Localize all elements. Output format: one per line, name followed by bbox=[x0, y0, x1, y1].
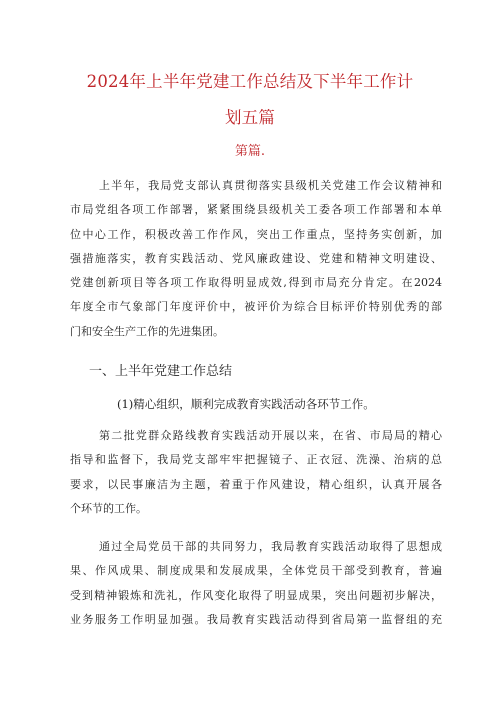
paragraph-line: 上半年，我局党支部认真贯彻落实县级机关党建工作会议精神和 bbox=[99, 179, 442, 192]
document-subtitle: 第篇. bbox=[234, 144, 266, 159]
paragraph-intro bbox=[70, 174, 442, 344]
paragraph-activity bbox=[70, 424, 442, 521]
paragraph-line: 党建创新项目等各项工作取得明显成效,得到市局充分肯定。在2024 bbox=[70, 276, 442, 290]
paragraph-line: 第二批党群众路线教育实践活动开展以来，在省、市局局的精心 bbox=[99, 429, 442, 442]
subsection-heading: (1)精心组织，顺利完成教育实践活动各环节工作。 bbox=[117, 397, 375, 411]
document-title-line2: 划五篇 bbox=[224, 108, 276, 127]
paragraph-line: 业务服务工作明显加强。我局教育实践活动得到省局第一监督组的充 bbox=[70, 612, 442, 626]
paragraph-line: 年度全市气象部门年度评价中，被评价为综合目标评价特别优秀的部 bbox=[70, 300, 442, 314]
section-heading: 一、上半年党建工作总结 bbox=[89, 364, 233, 379]
paragraph-line: 指导和监督下，我局党支部牢牢把握镜子、正衣冠、洗澡、治病的总 bbox=[70, 453, 442, 467]
paragraph-line: 通过全局党员干部的共同努力，我局教育实践活动取得了思想成 bbox=[99, 540, 442, 553]
paragraph-line: 个环节的工作。 bbox=[70, 501, 147, 515]
paragraph-line: 受到精神锻炼和洗礼，作风变化取得了明显成果，突出问题初步解决， bbox=[70, 588, 442, 602]
paragraph-line: 强措施落实，教育实践活动、党风廉政建设、党建和精神文明建设、 bbox=[70, 251, 442, 265]
paragraph-line: 要求，以民事廉洁为主题，着重于作风建设，精心组织，认真开展各 bbox=[70, 477, 442, 491]
paragraph-line: 果、作风成果、制度成果和发展成果，全体党员干部受到教育，普遍 bbox=[70, 564, 442, 578]
paragraph-line: 市局党组各项工作部署，紧紧围绕县级机关工委各项工作部署和本单 bbox=[70, 203, 442, 217]
paragraph-line: 位中心工作，积极改善工作作风，突出工作重点，坚持务实创新，加 bbox=[70, 227, 442, 241]
document-title-line1: 2024年上半年党建工作总结及下半年工作计 bbox=[86, 72, 414, 91]
paragraph-line: 门和安全生产工作的先进集团。 bbox=[70, 324, 224, 338]
paragraph-results bbox=[70, 535, 442, 632]
